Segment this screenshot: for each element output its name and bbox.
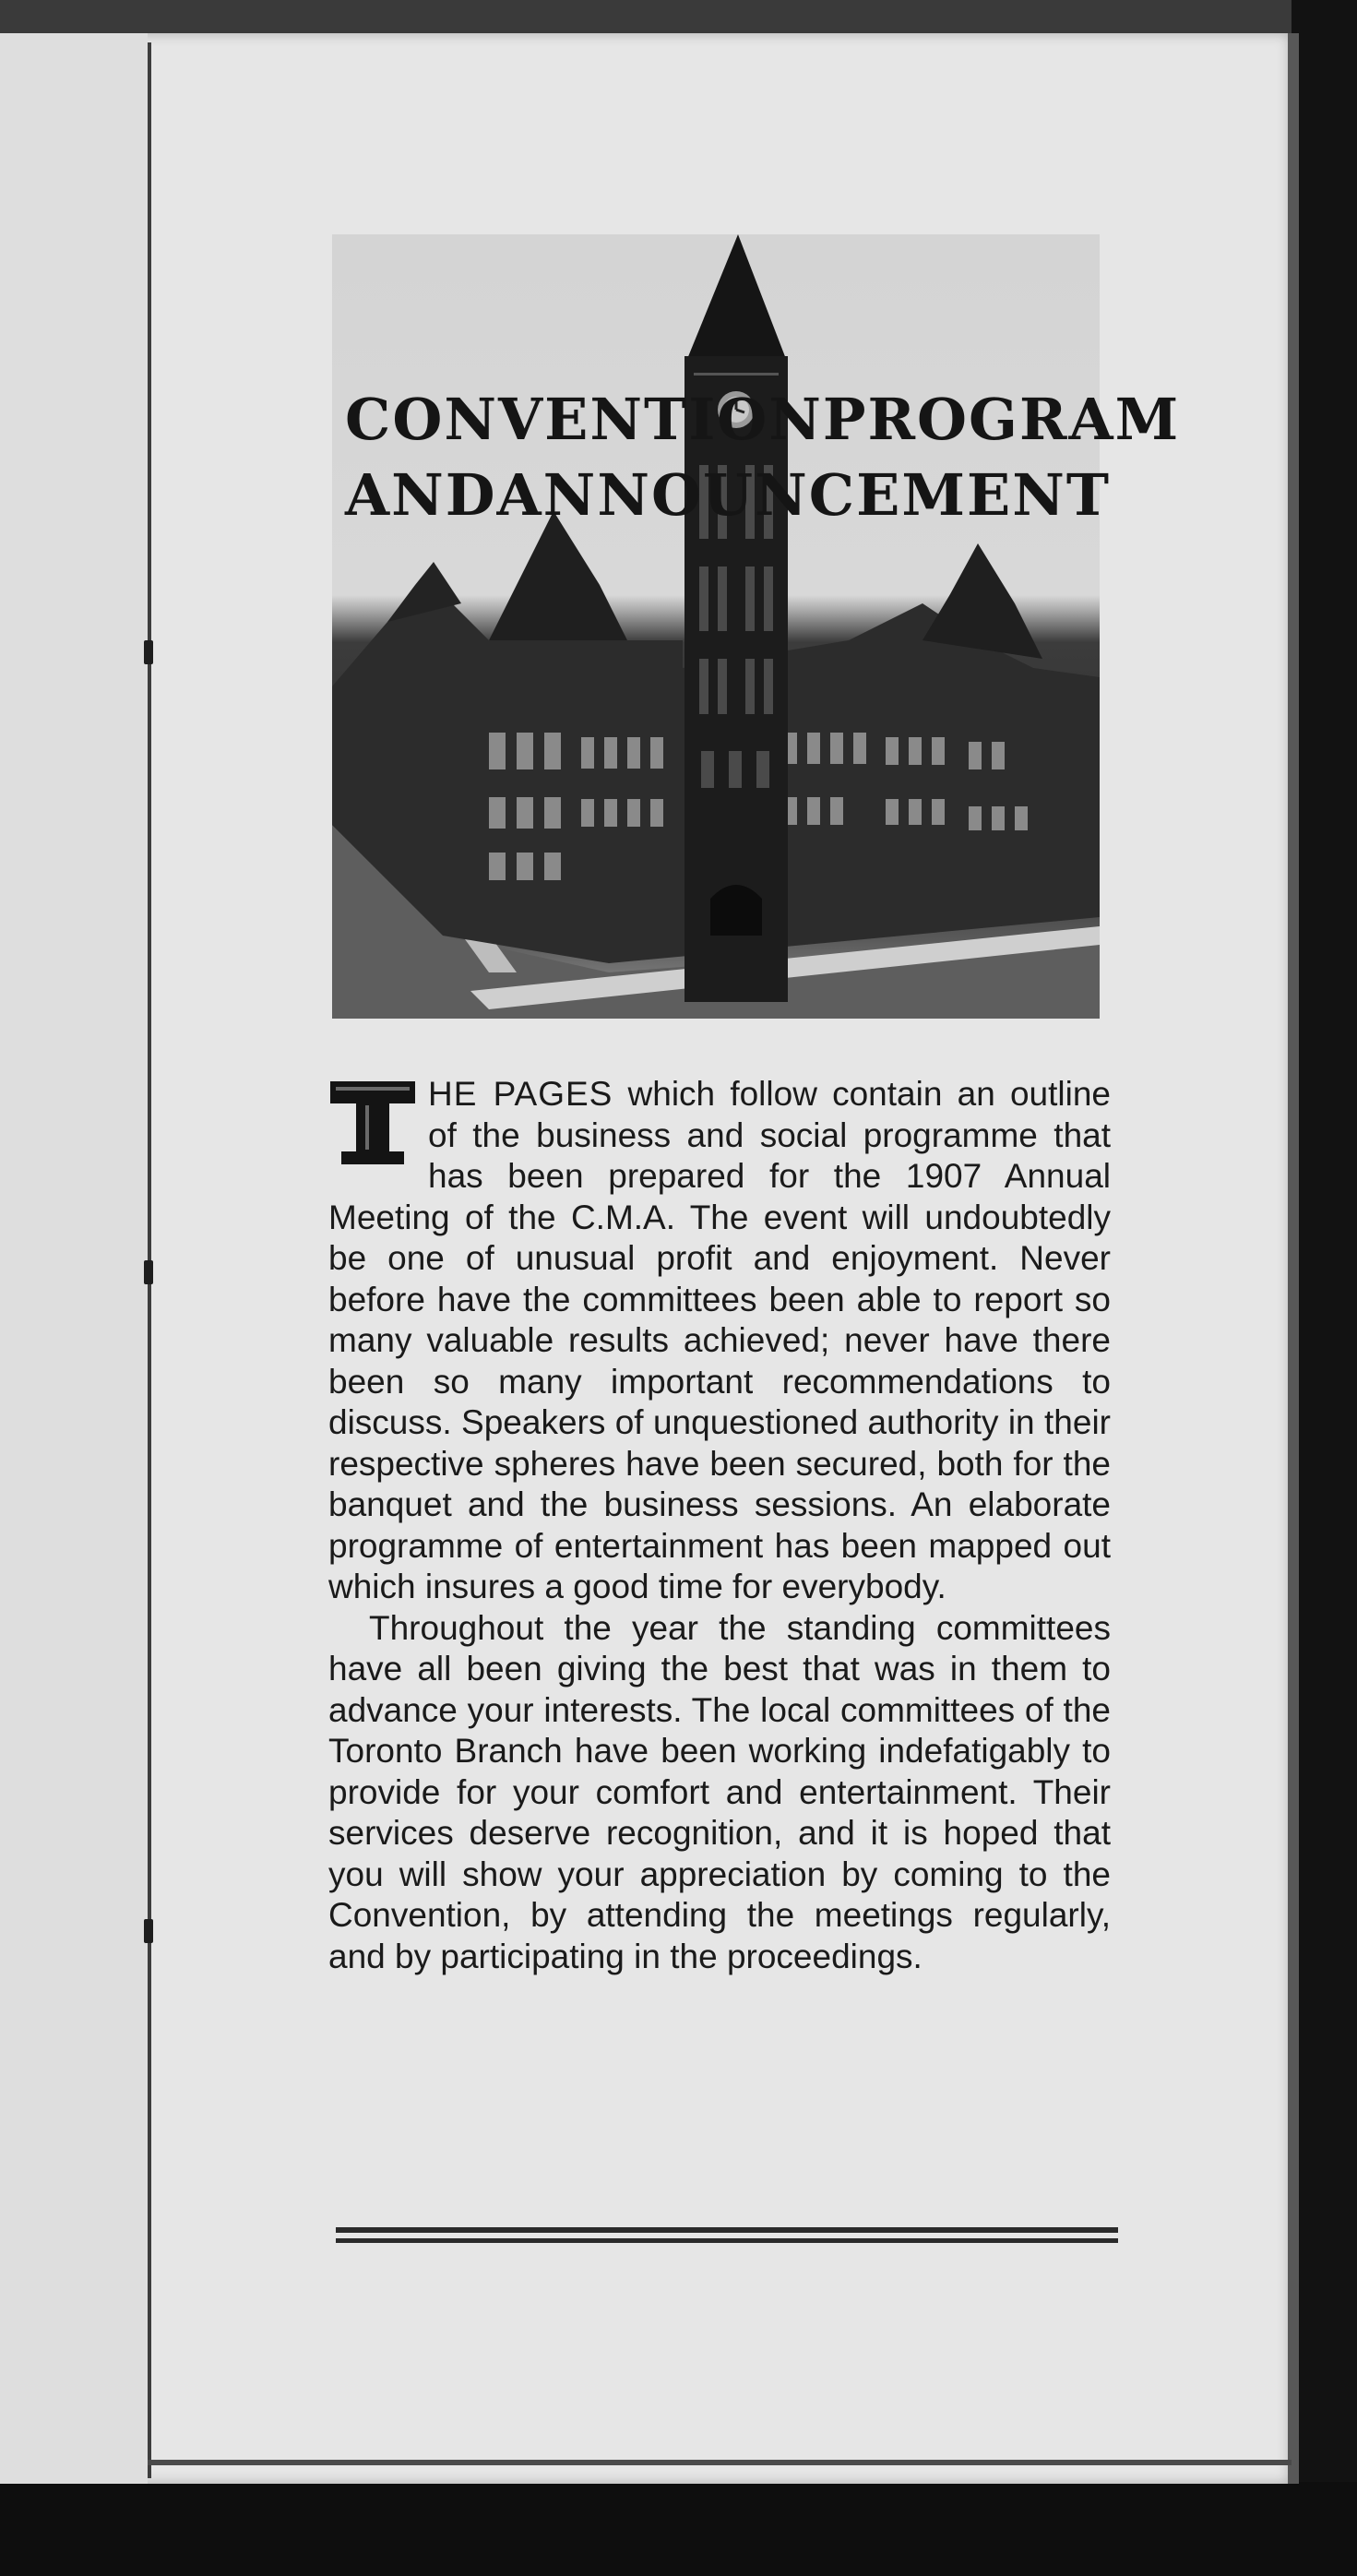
title-line-1-word-1: CONVENTION [345,386,823,453]
header-photograph [332,234,1181,1019]
binding-staple [144,1260,153,1284]
title-line-2 [345,458,1112,533]
committees-paragraph: Throughout the year the standing committees have all been giving the best that was in them to advance your interests. The local committees of the Toronto Branch have been working indefatigably to provide for your comfort and entertainment. Their services deserve recognition, and it is hoped that you will show your appreciation by coming to the Convention, by attending the meetings regularly, and by participating in the proceedings. [328,1608,1111,1975]
page-bottom-edge [148,2460,1292,2465]
binding-staple [144,1919,153,1943]
facing-page-edge [0,33,148,2484]
city-hall-illustration [332,234,1100,1019]
title-line-1-word-2: PROGRAM [822,386,1181,453]
page-right-edge [1288,33,1299,2484]
intro-paragraph [328,1074,1111,1608]
title-line-1 [345,382,1181,458]
program-title [345,382,1181,533]
title-line-2-word-1: AND [345,461,497,529]
binding-staple [144,640,153,664]
closing-double-rule [336,2227,1118,2248]
intro-text: which follow contain an outline of the business and social programme that has been prepared for the 1907 Annual Meeting of the C.M.A. The event will undoubtedly be one of unusual profit and enjoyment. Never before have the committees been able to report so many valuable results achieved; never have there been so many important recommendations to discuss. Speakers of unquestioned authority in their respective spheres have been secured, both for the banquet and the business sessions. An elaborate programme of entertainment has been mapped out which insures a good time for everybody. [328,1075,1111,1605]
body-text [328,1074,1111,1977]
scan-right-border [1292,0,1357,2576]
intro-lead-words: HE PAGES [428,1075,613,1113]
scan-bottom-border [0,2482,1357,2576]
drop-cap-t [328,1078,417,1166]
title-line-2-word-2: ANNOUNCEMENT [496,461,1112,529]
scan-top-border [0,0,1357,37]
